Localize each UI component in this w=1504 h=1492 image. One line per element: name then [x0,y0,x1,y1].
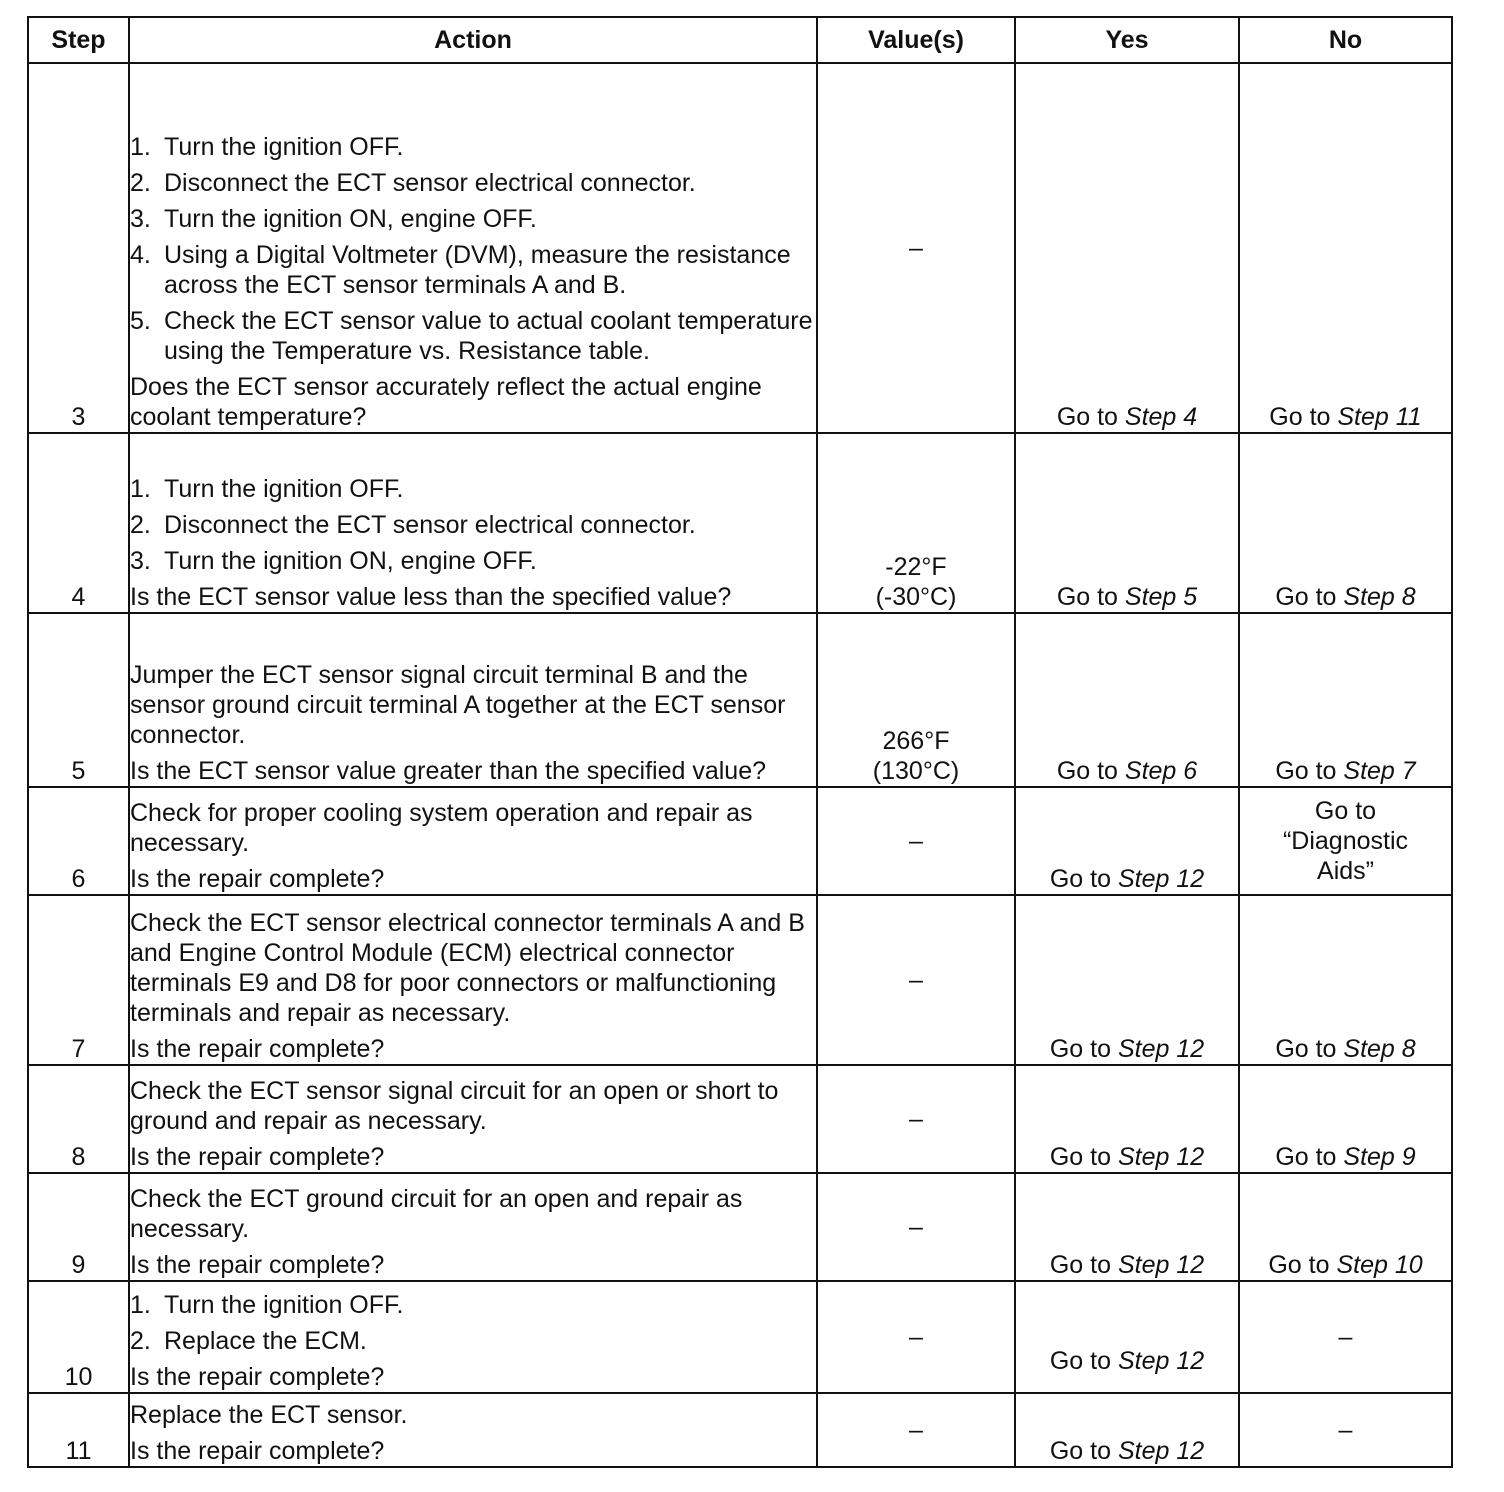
no-prefix: Go to [1268,1251,1337,1279]
action-step [130,510,816,540]
step-number: 10 [28,1281,129,1393]
no-cell [1239,787,1452,895]
table-row [28,613,1452,787]
header-action: Action [129,17,817,63]
action-step [130,240,816,300]
table-row [28,433,1452,613]
action-text: Check the ECT ground circuit for an open and repair as necessary. [130,1185,743,1243]
table-row [28,1281,1452,1393]
no-cell [1239,433,1452,613]
step-number: 9 [28,1173,129,1281]
yes-step-link: Step 4 [1124,403,1198,431]
action-question: Does the ECT sensor accurately reflect the actual engine coolant temperature? [130,373,762,431]
value-cell [817,613,1015,787]
yes-cell [1015,1065,1239,1173]
yes-cell [1015,787,1239,895]
header-yes: Yes [1015,17,1239,63]
step-number: 5 [28,613,129,787]
no-cell [1239,613,1452,787]
yes-step-link: Step 5 [1124,583,1198,611]
value-cell: – [817,895,1015,1065]
yes-cell [1015,433,1239,613]
yes-cell [1015,63,1239,433]
action-step [130,1290,816,1320]
action-question: Is the repair complete? [130,1363,385,1391]
yes-step-link: Step 12 [1117,1251,1205,1279]
value-cell: – [817,63,1015,433]
step-item-number: 4. [130,241,151,269]
yes-cell [1015,613,1239,787]
yes-step-link: Step 6 [1124,757,1198,785]
yes-step-link: Step 12 [1117,1437,1205,1465]
yes-prefix: Go to [1049,1437,1118,1465]
value-celsius: (130°C) [872,757,960,785]
no-prefix: Go to [1269,403,1338,431]
action-steps [130,132,816,366]
action-cell [129,613,817,787]
step-item-text: Using a Digital Voltmeter (DVM), measure the resistance across the ECT sensor terminals A and B. [164,241,791,299]
yes-prefix: Go to [1049,1035,1118,1063]
table-row [28,787,1452,895]
header-step: Step [28,17,129,63]
no-step-link: Step 10 [1336,1251,1423,1279]
action-cell [129,1173,817,1281]
yes-step-link: Step 12 [1117,1035,1205,1063]
step-item-number: 2. [130,1327,151,1355]
step-number: 4 [28,433,129,613]
yes-prefix: Go to [1056,403,1125,431]
value-cell: – [817,1065,1015,1173]
no-cell [1239,895,1452,1065]
yes-cell [1015,895,1239,1065]
no-prefix: Go to [1275,583,1344,611]
yes-cell [1015,1173,1239,1281]
action-steps [130,1290,816,1356]
step-number: 3 [28,63,129,433]
yes-step-link: Step 12 [1117,1347,1205,1375]
step-number: 6 [28,787,129,895]
action-question: Is the repair complete? [130,865,385,893]
action-question: Is the ECT sensor value less than the specified value? [130,583,732,611]
yes-prefix: Go to [1056,583,1125,611]
step-item-number: 5. [130,307,151,335]
no-text: Go to “Diagnostic Aids” [1282,797,1409,885]
no-step-link: Step 8 [1343,1035,1416,1063]
table-row [28,895,1452,1065]
step-item-number: 3. [130,205,151,233]
step-item-text: Turn the ignition OFF. [164,133,404,161]
no-cell [1239,1065,1452,1173]
no-cell [1239,63,1452,433]
step-item-text: Turn the ignition OFF. [164,475,404,503]
yes-cell [1015,1393,1239,1467]
action-step [130,204,816,234]
action-step [130,306,816,366]
value-cell [817,433,1015,613]
action-cell [129,433,817,613]
value-cell: – [817,1173,1015,1281]
no-cell [1239,1173,1452,1281]
value-cell: – [817,787,1015,895]
value-fahrenheit: 266°F [882,727,950,755]
action-question: Is the ECT sensor value greater than the specified value? [130,757,767,785]
value-cell: – [817,1281,1015,1393]
no-step-link: Step 9 [1343,1143,1416,1171]
yes-prefix: Go to [1056,757,1125,785]
no-cell: – [1239,1281,1452,1393]
action-step [130,1326,816,1356]
action-text: Check the ECT sensor signal circuit for an open or short to ground and repair as necessary. [130,1077,779,1135]
table-row [28,1065,1452,1173]
yes-cell [1015,1281,1239,1393]
no-prefix: Go to [1275,1143,1344,1171]
step-item-number: 1. [130,475,151,503]
step-number: 8 [28,1065,129,1173]
step-item-number: 1. [130,133,151,161]
action-question: Is the repair complete? [130,1437,385,1465]
action-cell [129,895,817,1065]
yes-step-link: Step 12 [1117,865,1205,893]
action-text: Jumper the ECT sensor signal circuit terminal B and the sensor ground circuit terminal A together at the ECT sensor connector. [130,661,786,749]
step-number: 11 [28,1393,129,1467]
step-item-number: 2. [130,169,151,197]
header-no: No [1239,17,1452,63]
action-cell [129,63,817,433]
step-item-number: 2. [130,511,151,539]
yes-prefix: Go to [1049,865,1118,893]
action-steps [130,474,816,576]
action-step [130,474,816,504]
value-cell: – [817,1393,1015,1467]
no-cell: – [1239,1393,1452,1467]
action-question: Is the repair complete? [130,1251,385,1279]
yes-prefix: Go to [1049,1347,1118,1375]
table-row [28,63,1452,433]
table-row [28,1393,1452,1467]
step-item-text: Replace the ECM. [164,1327,367,1355]
action-step [130,546,816,576]
step-item-number: 1. [130,1291,151,1319]
yes-prefix: Go to [1049,1251,1118,1279]
action-cell [129,787,817,895]
step-item-text: Disconnect the ECT sensor electrical connector. [164,169,696,197]
action-text: Replace the ECT sensor. [130,1401,408,1429]
action-text: Check the ECT sensor electrical connector terminals A and B and Engine Control Module (ECM) electrical connector terminals E9 and D8 for poor connectors or malfunctioning terminals and repair as necessary. [130,909,805,1027]
action-step [130,132,816,162]
yes-step-link: Step 12 [1117,1143,1205,1171]
action-cell [129,1393,817,1467]
header-row [28,17,1452,63]
value-celsius: (-30°C) [875,583,957,611]
step-item-text: Turn the ignition OFF. [164,1291,404,1319]
table-row [28,1173,1452,1281]
step-item-text: Disconnect the ECT sensor electrical connector. [164,511,696,539]
header-values: Value(s) [817,17,1015,63]
diagnostic-table [27,16,1453,1468]
yes-prefix: Go to [1049,1143,1118,1171]
step-item-number: 3. [130,547,151,575]
step-item-text: Turn the ignition ON, engine OFF. [164,205,537,233]
action-question: Is the repair complete? [130,1035,385,1063]
no-step-link: Step 8 [1343,583,1416,611]
action-cell [129,1065,817,1173]
step-number: 7 [28,895,129,1065]
step-item-text: Turn the ignition ON, engine OFF. [164,547,537,575]
step-item-text: Check the ECT sensor value to actual coolant temperature using the Temperature vs. Resistance table. [164,307,813,365]
action-question: Is the repair complete? [130,1143,385,1171]
no-step-link: Step 7 [1343,757,1416,785]
action-text: Check for proper cooling system operation and repair as necessary. [130,799,753,857]
action-cell [129,1281,817,1393]
no-prefix: Go to [1275,757,1344,785]
no-prefix: Go to [1275,1035,1344,1063]
action-step [130,168,816,198]
no-step-link: Step 11 [1337,403,1422,431]
value-fahrenheit: -22°F [885,553,947,581]
